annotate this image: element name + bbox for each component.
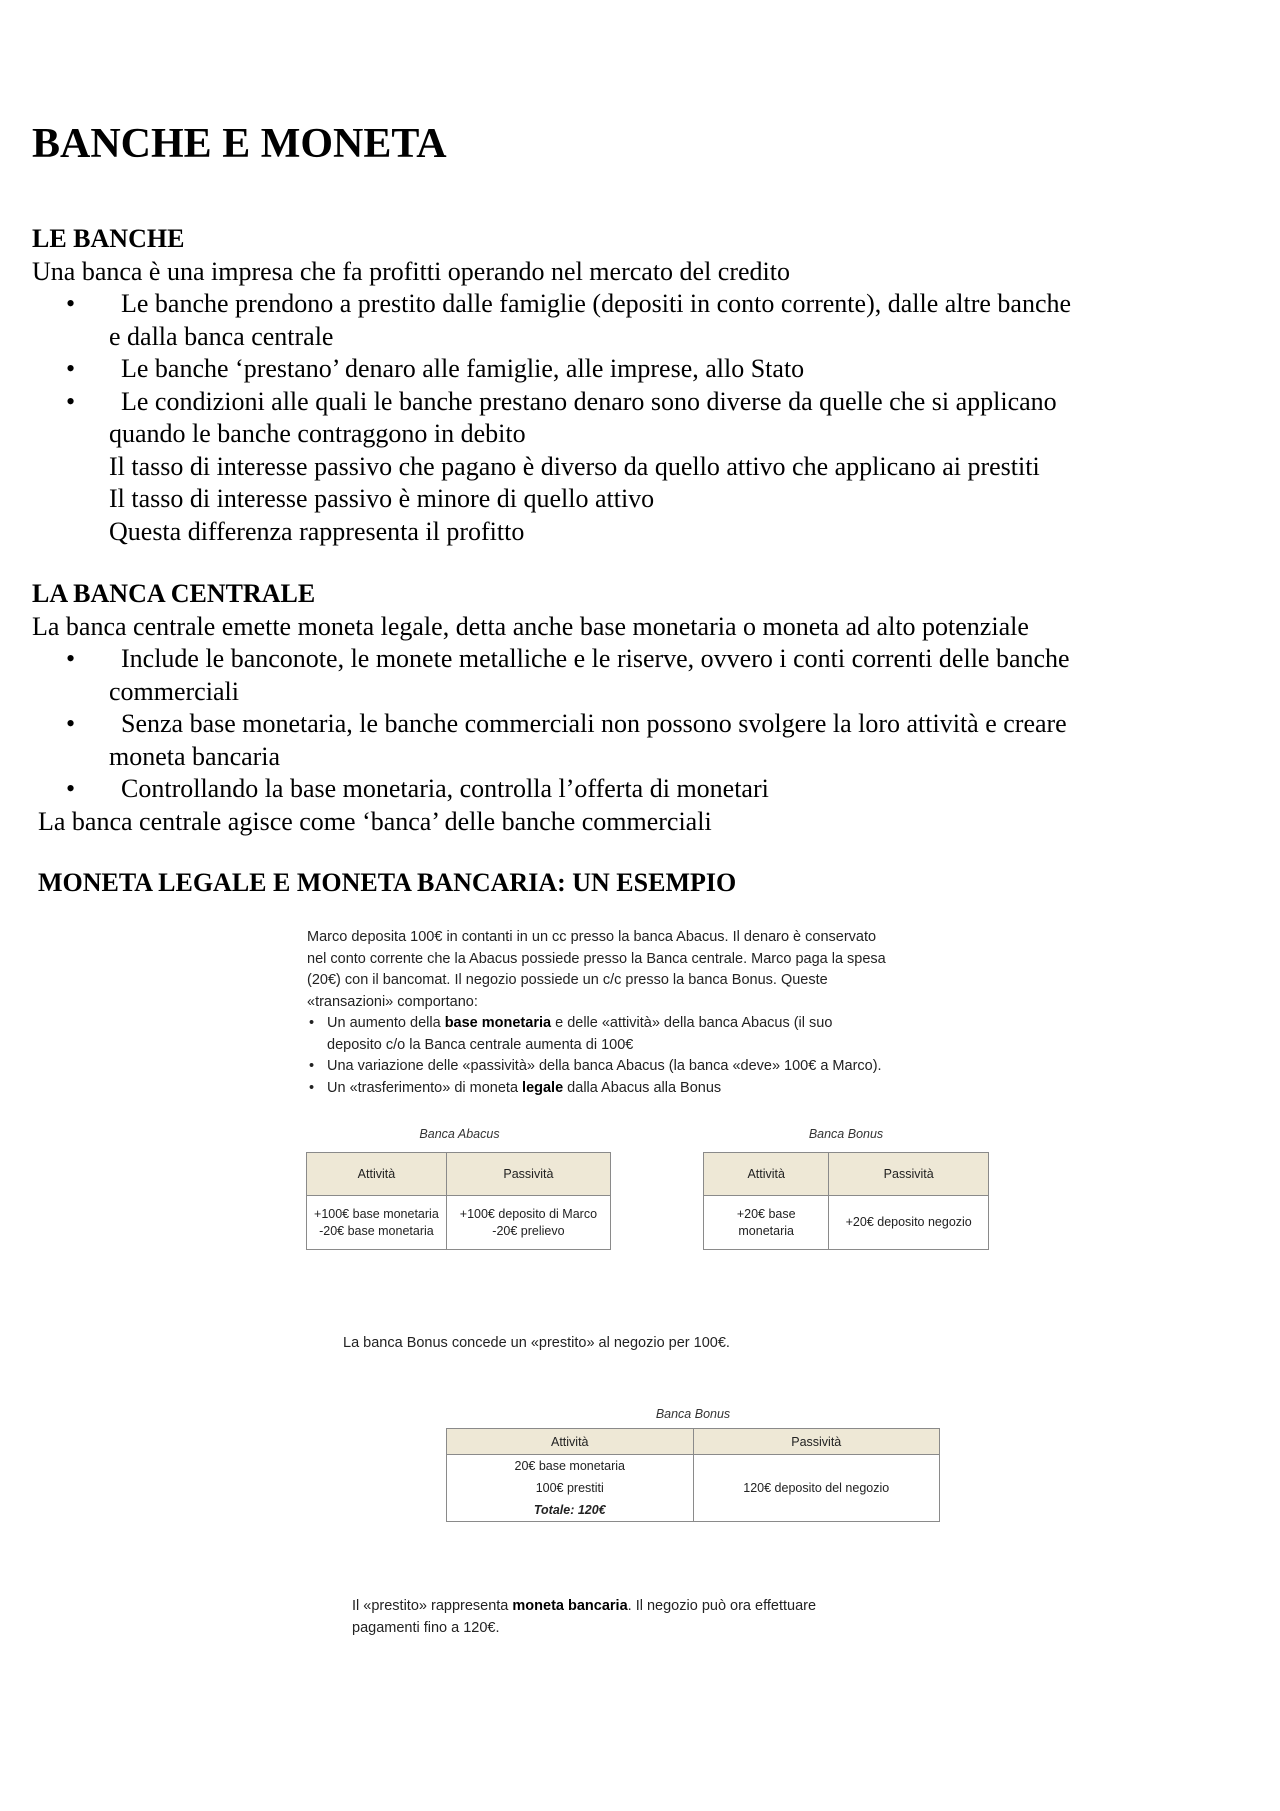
column-header-passivita: Passività	[446, 1153, 610, 1196]
list-item-text: Include le banconote, le monete metalliche e le riserve, ovvero i conti correnti delle banche	[121, 644, 1070, 673]
column-header-attivita: Attività	[704, 1153, 829, 1196]
list-item	[32, 643, 1212, 708]
list-item	[32, 773, 1212, 806]
balance-table-abacus	[306, 1152, 611, 1250]
cell-line: 120€ deposito del negozio	[743, 1480, 890, 1495]
list-item-text-cont: deposito c/o la Banca centrale aumenta di 100€	[327, 1036, 634, 1053]
bold-term: moneta bancaria	[512, 1598, 628, 1614]
table-caption: Banca Abacus	[419, 1127, 500, 1141]
section-intro: Una banca è una impresa che fa profitti operando nel mercato del credito	[32, 256, 790, 286]
example-text: Marco deposita 100€ in contanti in un cc presso la banca Abacus. Il denaro è conservato	[307, 929, 877, 945]
list-item	[32, 288, 1212, 353]
example-text: «transazioni» comportano:	[307, 993, 478, 1010]
section-le-banche	[32, 223, 1212, 548]
example-text: nel conto corrente che la Abacus possiede presso la Banca centrale. Marco paga la spesa	[307, 950, 886, 967]
column-header-attivita: Attività	[307, 1153, 447, 1196]
conclusion-text: Il «prestito» rappresenta	[352, 1598, 513, 1614]
list-item-text-cont: moneta bancaria	[109, 741, 281, 771]
cell-line: +100€ deposito di Marco	[459, 1206, 598, 1221]
table-cell	[307, 1196, 447, 1250]
table-cell	[446, 1196, 610, 1250]
closing-text: La banca centrale agisce come ‘banca’ delle banche commerciali	[38, 806, 712, 836]
bold-term: base monetaria	[444, 1015, 552, 1031]
list-item-text: dalla Abacus alla Bonus	[563, 1079, 722, 1096]
cell-line: 20€ base monetaria	[514, 1459, 625, 1473]
list-item-text-cont: quando le banche contraggono in debito	[109, 419, 526, 448]
bullet-icon: •	[66, 386, 76, 416]
section-intro: La banca centrale emette moneta legale, detta anche base monetaria o moneta ad alto potenziale	[32, 611, 1029, 641]
example-intro	[307, 927, 967, 1099]
bullet-icon: •	[66, 354, 76, 383]
list-item-text: Controllando la base monetaria, controlla l’offerta di monetari	[121, 774, 769, 803]
table-row	[447, 1455, 940, 1522]
list-item	[32, 386, 1212, 451]
table-row	[307, 1196, 611, 1250]
bullet-icon: •	[66, 644, 76, 673]
list-item-text: Senza base monetaria, le banche commerciali non possono svolgere la loro attività e creare	[121, 709, 1067, 738]
bullet-icon: •	[66, 289, 76, 318]
cell-line: -20€ prelievo	[492, 1223, 565, 1238]
table-caption: Banca Bonus	[808, 1127, 884, 1141]
list-item-text-cont: commerciali	[109, 676, 239, 706]
continuation-text: Il tasso di interesse passivo è minore di quello attivo	[109, 484, 655, 513]
column-header-passivita: Passività	[829, 1153, 989, 1196]
cell-line: +20€ base	[736, 1206, 796, 1221]
list-item-text: Le banche ‘prestano’ denaro alle famiglie, alle imprese, allo Stato	[121, 354, 805, 383]
cell-line: monetaria	[738, 1223, 794, 1238]
table-cell	[693, 1455, 940, 1522]
column-header-passivita: Passività	[693, 1429, 940, 1455]
balance-table-bonus-loan	[446, 1428, 940, 1522]
table-caption: Banca Bonus	[655, 1407, 731, 1421]
list-item	[32, 353, 1212, 386]
list-item-text: Un aumento della	[327, 1015, 445, 1031]
list-item	[307, 1013, 967, 1056]
table-cell	[704, 1196, 829, 1250]
bullet-list	[32, 288, 1212, 451]
example-bullet-list	[307, 1013, 967, 1099]
conclusion-text: . Il negozio può ora effettuare	[627, 1598, 817, 1614]
bullet-icon: •	[66, 774, 76, 803]
balance-table-bonus	[703, 1152, 989, 1250]
list-item-text-cont: e dalla banca centrale	[109, 321, 334, 351]
example-conclusion	[352, 1596, 912, 1639]
cell-line: -20€ base monetaria	[319, 1223, 434, 1238]
cell-line: +100€ base monetaria	[314, 1206, 439, 1221]
list-item-text: Le banche prendono a prestito dalle famiglie (depositi in conto corrente), dalle altre banche	[121, 289, 1072, 318]
bold-term: legale	[522, 1079, 564, 1096]
table-row	[704, 1196, 989, 1250]
section-heading: LA BANCA CENTRALE	[32, 579, 316, 608]
list-item	[32, 708, 1212, 773]
list-item-text: Le condizioni alle quali le banche prestano denaro sono diverse da quelle che si applicano	[121, 386, 1057, 416]
page-title: BANCHE E MONETA	[32, 121, 447, 167]
list-item-text: Un «trasferimento» di moneta	[327, 1079, 523, 1096]
table-cell	[447, 1455, 694, 1522]
list-item-text: Una variazione delle «passività» della banca Abacus (la banca «deve» 100€ a Marco).	[327, 1058, 882, 1074]
cell-total: Totale: 120€	[533, 1503, 606, 1517]
bullet-icon: •	[66, 709, 76, 738]
section-heading: MONETA LEGALE E MONETA BANCARIA: UN ESEMPIO	[38, 868, 737, 897]
table-cell	[829, 1196, 989, 1250]
list-item	[307, 1078, 967, 1100]
list-item	[307, 1056, 967, 1078]
example-text: (20€) con il bancomat. Il negozio possiede un c/c presso la banca Bonus. Queste	[307, 972, 828, 988]
conclusion-text-cont: pagamenti fino a 120€.	[352, 1619, 500, 1636]
section-heading: LE BANCHE	[32, 224, 185, 253]
cell-line: +20€ deposito negozio	[845, 1215, 972, 1229]
section-esempio	[38, 867, 1218, 900]
cell-line: 100€ prestiti	[535, 1481, 604, 1495]
continuation-text: Questa differenza rappresenta il profitto	[109, 516, 525, 546]
section-banca-centrale	[32, 578, 1212, 838]
column-header-attivita: Attività	[447, 1429, 694, 1455]
list-item-text: e delle «attività» della banca Abacus (il suo	[551, 1015, 833, 1031]
continuation-text: Il tasso di interesse passivo che pagano è diverso da quello attivo che applicano ai prestiti	[109, 451, 1040, 481]
example-note: La banca Bonus concede un «prestito» al negozio per 100€.	[343, 1335, 730, 1351]
bullet-list	[32, 643, 1212, 806]
